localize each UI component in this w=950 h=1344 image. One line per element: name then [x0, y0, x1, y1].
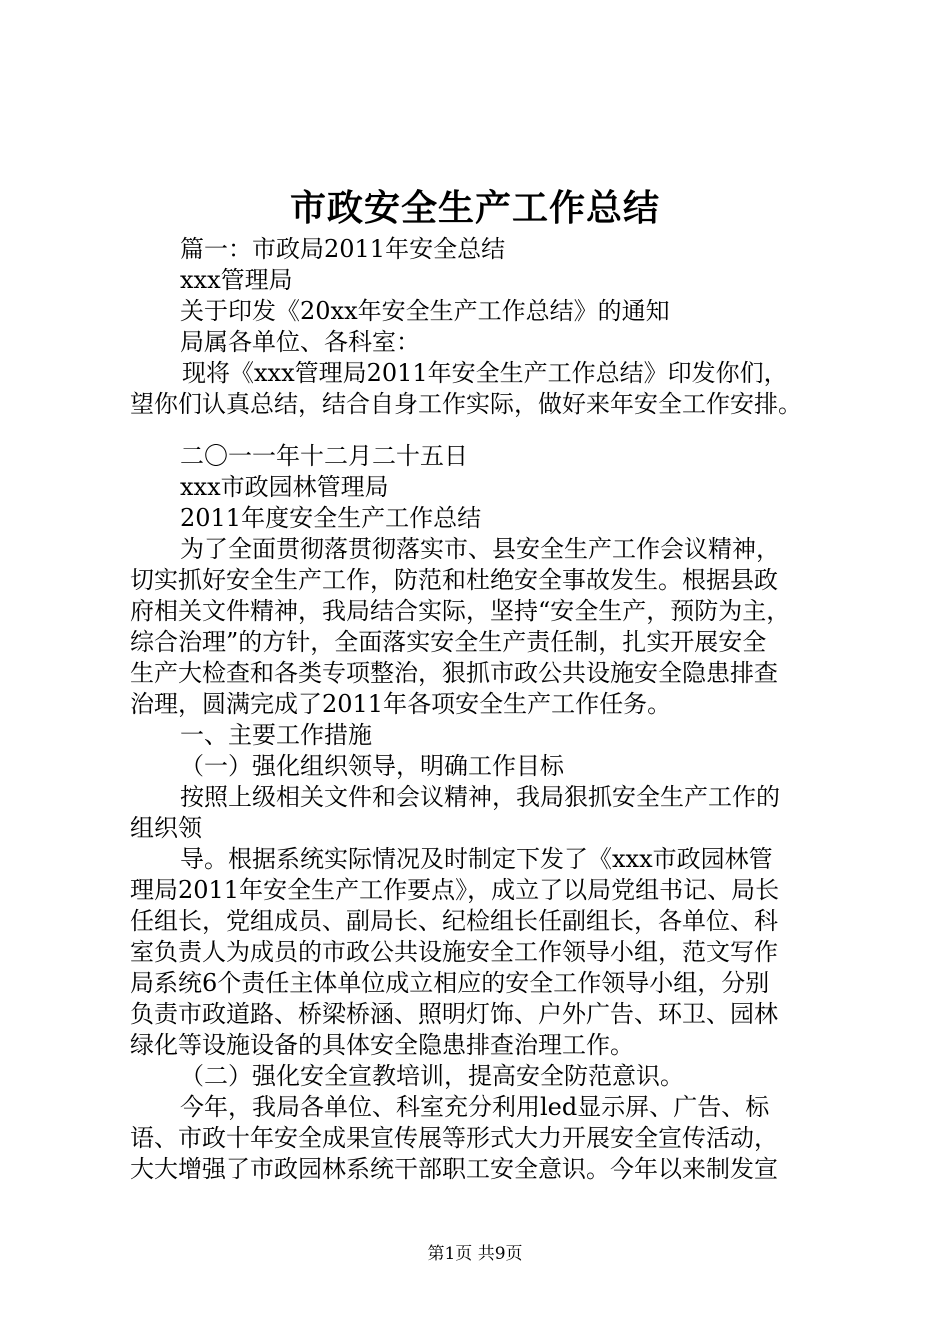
page-number-footer: 第1页 共9页 — [427, 1244, 523, 1264]
paragraph-line: 按照上级相关文件和会议精神，我局狠抓安全生产工作的 — [180, 783, 780, 811]
paragraph-line: 理局2011年安全生产工作要点》，成立了以局党组书记、局长 — [130, 876, 780, 904]
paragraph-line: 任组长，党组成员、副局长、纪检组长任副组长，各单位、科 — [130, 907, 778, 935]
paragraph-line: 关于印发《20xx年安全生产工作总结》的通知 — [180, 297, 670, 325]
paragraph-line: 导。根据系统实际情况及时制定下发了《xxx市政园林管 — [180, 845, 773, 873]
section-heading: 一、主要工作措施 — [180, 721, 372, 749]
document-title: 市政安全生产工作总结 — [289, 187, 660, 229]
paragraph-line: 局系统6个责任主体单位成立相应的安全工作领导小组，分别 — [130, 969, 770, 997]
paragraph-line: 语、市政十年安全成果宣传展等形式大力开展安全宣传活动， — [130, 1124, 778, 1152]
subsection-heading: （一）强化组织领导，明确工作目标 — [180, 752, 564, 780]
paragraph-line: 望你们认真总结，结合自身工作实际，做好来年安全工作安排。 — [130, 390, 802, 418]
paragraph-line: xxx市政园林管理局 — [180, 473, 389, 501]
paragraph-line: xxx管理局 — [180, 266, 293, 294]
paragraph-line: 治理，圆满完成了2011年各项安全生产工作任务。 — [130, 690, 672, 718]
paragraph-line: 局属各单位、各科室： — [180, 328, 420, 356]
blank-line — [130, 420, 850, 441]
paragraph-line: 今年，我局各单位、科室充分利用led显示屏、广告、标 — [180, 1093, 770, 1121]
paragraph-line: 绿化等设施设备的具体安全隐患排查治理工作。 — [130, 1031, 634, 1059]
paragraph-line: 大大增强了市政园林系统干部职工安全意识。今年以来制发宣 — [130, 1155, 778, 1183]
paragraph-line: 综合治理”的方针，全面落实安全生产责任制，扎实开展安全 — [130, 628, 767, 656]
paragraph-line: 现将《xxx管理局2011年安全生产工作总结》印发你们， — [182, 359, 788, 387]
paragraph-line: 组织领 — [130, 814, 202, 842]
paragraph-line: 室负责人为成员的市政公共设施安全工作领导小组，范文写作 — [130, 938, 778, 966]
paragraph-line: 2011年度安全生产工作总结 — [180, 504, 482, 532]
paragraph-line: 为了全面贯彻落贯彻落实市、县安全生产工作会议精神， — [180, 535, 780, 563]
date-line: 二〇一一年十二月二十五日 — [180, 442, 468, 470]
document-body — [130, 234, 850, 1185]
paragraph-line: 负责市政道路、桥梁桥涵、照明灯饰、户外广告、环卫、园林 — [130, 1000, 778, 1028]
paragraph-line: 篇一：市政局2011年安全总结 — [180, 235, 506, 263]
subsection-heading: （二）强化安全宣教培训，提高安全防范意识。 — [180, 1062, 684, 1090]
paragraph-line: 府相关文件精神，我局结合实际，坚持“安全生产，预防为主， — [130, 597, 791, 625]
paragraph-line: 切实抓好安全生产工作，防范和杜绝安全事故发生。根据县政 — [130, 566, 778, 594]
paragraph-line: 生产大检查和各类专项整治，狠抓市政公共设施安全隐患排查 — [130, 659, 778, 687]
